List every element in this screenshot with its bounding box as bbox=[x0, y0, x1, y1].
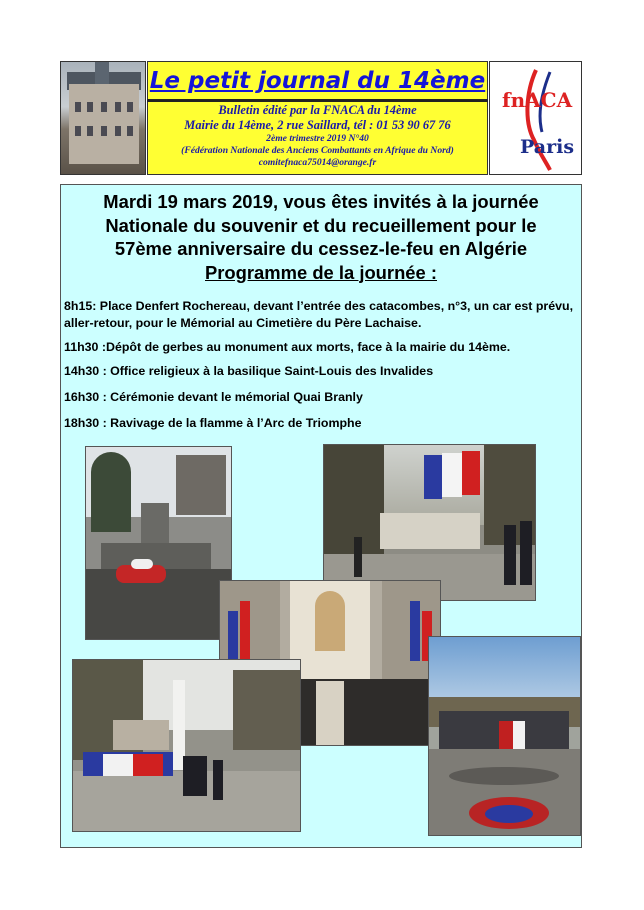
fnaca-logo-mark-icon bbox=[490, 62, 582, 175]
bulletin-line: Bulletin édité par la FNACA du 14ème bbox=[218, 103, 417, 117]
photo-ceremony-quai-branly bbox=[72, 659, 301, 832]
program-item-1130: 11h30 :Dépôt de gerbes au monument aux morts, face à la mairie du 14ème. bbox=[64, 340, 511, 354]
fnaca-logo bbox=[489, 61, 582, 175]
address-line: Mairie du 14ème, 2 rue Saillard, tél : 01 53 90 67 76 bbox=[184, 118, 451, 132]
federation-line: (Fédération Nationale des Anciens Combattants en Afrique du Nord) bbox=[181, 145, 454, 156]
header-info bbox=[150, 103, 485, 169]
journal-title: Le petit journal du 14ème bbox=[149, 68, 486, 94]
photo-monument-park bbox=[85, 446, 232, 640]
photo-arc-de-triomphe bbox=[428, 636, 581, 836]
program-item-1630: 16h30 : Cérémonie devant le mémorial Quai Branly bbox=[64, 390, 363, 404]
logo-text-fnaca: fnACA bbox=[502, 88, 573, 112]
issue-line: 2ème trimestre 2019 N°40 bbox=[266, 133, 369, 144]
headline-line-2: Nationale du souvenir et du recueillement pour le bbox=[105, 214, 537, 236]
program-item-1830: 18h30 : Ravivage de la flamme à l’Arc de Triomphe bbox=[64, 416, 362, 430]
headline bbox=[64, 190, 578, 284]
logo-text-paris: Paris bbox=[520, 136, 575, 158]
headline-line-3: 57ème anniversaire du cessez-le-feu en Algérie bbox=[114, 238, 528, 259]
mairie-photo bbox=[60, 61, 146, 175]
photo-memorial-flag bbox=[323, 444, 536, 601]
header-divider bbox=[147, 99, 488, 102]
program-item-0815: 8h15: Place Denfert Rochereau, devant l’entrée des catacombes, n°3, un car est prévu, aller-retour, pour le Mémorial au Cimetière du Père Lachaise. bbox=[64, 299, 574, 330]
headline-line-1: Mardi 19 mars 2019, vous êtes invités à la journée bbox=[103, 191, 539, 212]
program-item-1430: 14h30 : Office religieux à la basilique Saint-Louis des Invalides bbox=[64, 364, 434, 378]
program-heading: Programme de la journée : bbox=[205, 261, 437, 283]
email-line: comitefnaca75014@orange.fr bbox=[258, 157, 377, 168]
